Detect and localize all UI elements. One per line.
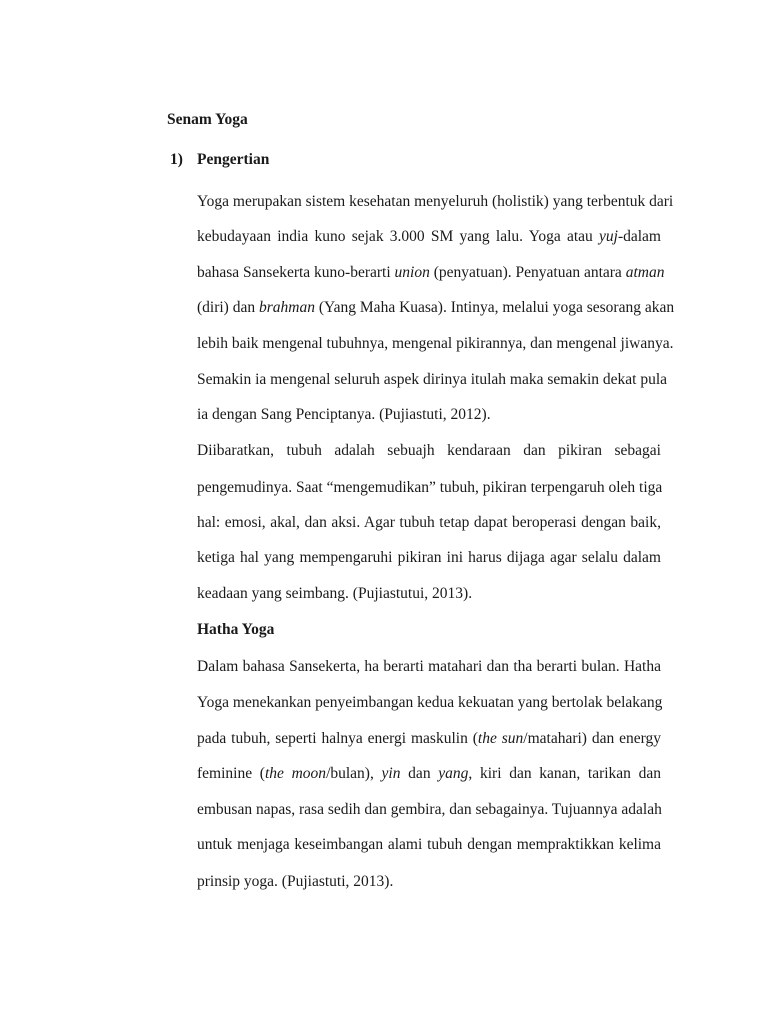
text-run: , kiri dan kanan, tarikan dan <box>468 765 662 782</box>
paragraph-line <box>197 193 674 211</box>
section-heading-pengertian: Pengertian <box>197 151 270 168</box>
paragraph-line <box>197 801 661 819</box>
text-run: Yoga merupakan sistem kesehatan menyeluruh (holistik) yang terbentuk dari <box>197 193 674 210</box>
italic-term: the moon <box>264 765 327 782</box>
text-run: pengemudinya. Saat “mengemudikan” tubuh, pikiran terpengaruh oleh tiga <box>197 479 663 496</box>
text-run: feminine ( <box>197 765 265 782</box>
paragraph-line <box>197 371 668 389</box>
text-run: (Yang Maha Kuasa). Intinya, melalui yoga sesorang akan <box>314 299 675 316</box>
paragraph-line <box>197 549 661 567</box>
paragraph-line <box>197 585 661 603</box>
paragraph-line <box>197 765 661 783</box>
text-run: /bulan), <box>326 765 382 782</box>
italic-term: brahman <box>258 299 315 316</box>
italic-term: yin <box>381 765 401 782</box>
paragraph-line <box>197 442 661 460</box>
text-run: ketiga hal yang mempengaruhi pikiran ini harus dijaga agar selalu dalam <box>197 549 661 566</box>
text-run: ia dengan Sang Penciptanya. (Pujiastuti, 2012). <box>197 406 491 423</box>
section-heading-hatha-yoga: Hatha Yoga <box>197 621 275 638</box>
text-run: kebudayaan india kuno sejak 3.000 SM yang lalu. Yoga atau <box>197 228 600 245</box>
italic-term: the sun <box>477 730 524 747</box>
paragraph-line <box>197 514 661 532</box>
text-run: untuk menjaga keseimbangan alami tubuh dengan mempraktikkan kelima <box>197 836 661 853</box>
italic-term: union <box>394 264 430 281</box>
text-run: Yoga menekankan penyeimbangan kedua kekuatan yang bertolak belakang <box>197 694 663 711</box>
text-run: Semakin ia mengenal seluruh aspek dirinya itulah maka semakin dekat pula <box>197 371 668 388</box>
paragraph-line <box>197 873 661 891</box>
text-run: /matahari) dan energy <box>523 730 662 747</box>
text-run: embusan napas, rasa sedih dan gembira, dan sebagainya. Tujuannya adalah <box>197 801 662 818</box>
document-title: Senam Yoga <box>167 111 248 128</box>
paragraph-line <box>197 406 661 424</box>
paragraph-line <box>197 694 661 712</box>
italic-term: atman <box>625 264 665 281</box>
paragraph-line <box>197 228 661 246</box>
text-run: prinsip yoga. (Pujiastuti, 2013). <box>197 873 394 890</box>
paragraph-line <box>197 479 661 497</box>
text-run: lebih baik mengenal tubuhnya, mengenal pikirannya, dan mengenal jiwanya. <box>197 335 674 352</box>
paragraph-line <box>197 264 665 282</box>
text-run: (penyatuan). Penyatuan antara <box>429 264 626 281</box>
text-run: -dalam <box>617 228 661 245</box>
paragraph-line <box>197 836 661 854</box>
paragraph-line <box>197 658 661 676</box>
text-run: Diibaratkan, tubuh adalah sebuajh kendaraan dan pikiran sebagai <box>197 442 661 459</box>
paragraph-line <box>197 335 674 353</box>
paragraph-line <box>197 730 661 748</box>
section-number: 1) <box>170 151 183 168</box>
text-run: Dalam bahasa Sansekerta, ha berarti matahari dan tha berarti bulan. Hatha <box>197 658 661 675</box>
text-run: dan <box>400 765 439 782</box>
text-run: pada tubuh, seperti halnya energi maskulin ( <box>197 730 478 747</box>
italic-term: yuj <box>599 228 618 245</box>
text-run: bahasa Sansekerta kuno-berarti <box>197 264 395 281</box>
text-run: (diri) dan <box>197 299 259 316</box>
paragraph-line <box>197 299 675 317</box>
text-run: keadaan yang seimbang. (Pujiastutui, 2013). <box>197 585 473 602</box>
text-run: hal: emosi, akal, dan aksi. Agar tubuh tetap dapat beroperasi dengan baik, <box>197 514 661 531</box>
italic-term: yang <box>438 765 469 782</box>
